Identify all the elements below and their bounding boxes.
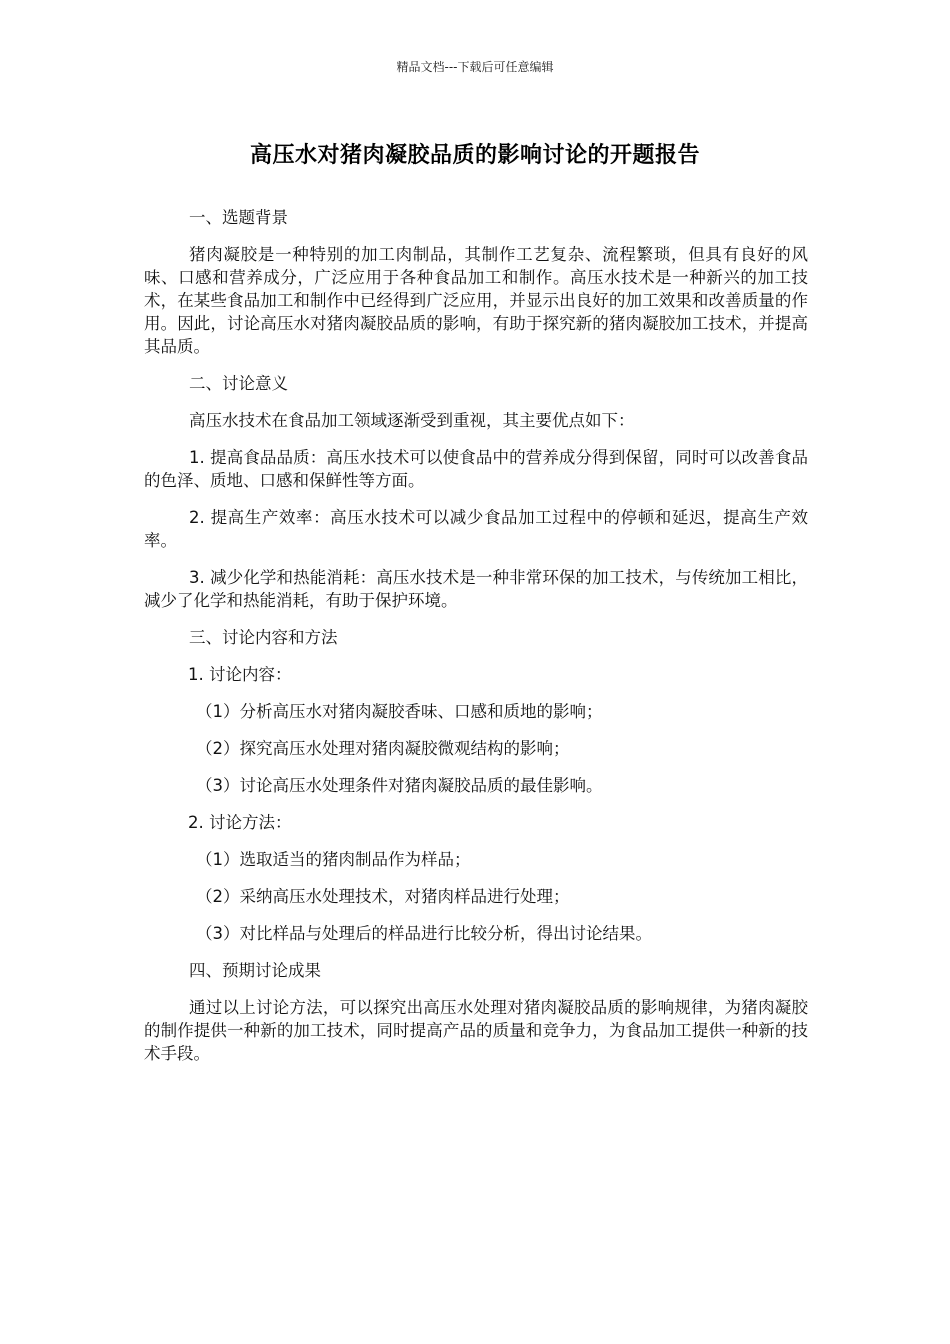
document-title: 高压水对猪肉凝胶品质的影响讨论的开题报告 [249,143,700,168]
section-heading-content-methods: 三、讨论内容和方法 [189,628,338,647]
content-item-2: （2）探究高压水处理对猪肉凝胶微观结构的影响； [196,739,570,758]
content-item-1: （1）分析高压水对猪肉凝胶香味、口感和质地的影响； [196,702,603,721]
significance-point-2: 2. 提高生产效率：高压水技术可以减少食品加工过程中的停顿和延迟，提高生产效率。 [144,508,808,550]
significance-point-1: 1. 提高食品品质：高压水技术可以使食品中的营养成分得到保留，同时可以改善食品的色泽、质地、口感和保鲜性等方面。 [144,448,808,490]
section-heading-expected-results: 四、预期讨论成果 [189,961,321,980]
paragraph-significance-intro: 高压水技术在食品加工领域逐渐受到重视，其主要优点如下： [189,411,635,430]
document-body [144,206,808,1079]
significance-point-3: 3. 减少化学和热能消耗：高压水技术是一种非常环保的加工技术，与传统加工相比，减少了化学和热能消耗，有助于保护环境。 [144,568,808,610]
section-heading-significance: 二、讨论意义 [189,374,288,393]
paragraph-expected-results: 通过以上讨论方法，可以探究出高压水处理对猪肉凝胶品质的影响规律，为猪肉凝胶的制作提供一种新的加工技术，同时提高产品的质量和竞争力，为食品加工提供一种新的技术手段。 [144,998,808,1063]
header-note: 精品文档---下载后可任意编辑 [396,60,554,74]
section-heading-background: 一、选题背景 [189,208,288,227]
content-item-3: （3）讨论高压水处理条件对猪肉凝胶品质的最佳影响。 [196,776,603,795]
paragraph-background: 猪肉凝胶是一种特别的加工肉制品，其制作工艺复杂、流程繁琐，但具有良好的风味、口感和营养成分，广泛应用于各种食品加工和制作。高压水技术是一种新兴的加工技术，在某些食品加工和制作中已经得到广泛应用，并显示出良好的加工效果和改善质量的作用。因此，讨论高压水对猪肉凝胶品质的影响，有助于探究新的猪肉凝胶加工技术，并提高其品质。 [144,245,808,356]
method-label: 2. 讨论方法： [188,813,292,832]
method-item-1: （1）选取适当的猪肉制品作为样品； [196,850,471,869]
method-item-2: （2）采纳高压水处理技术，对猪肉样品进行处理； [196,887,570,906]
method-item-3: （3）对比样品与处理后的样品进行比较分析，得出讨论结果。 [196,924,652,943]
content-label: 1. 讨论内容： [188,665,292,684]
